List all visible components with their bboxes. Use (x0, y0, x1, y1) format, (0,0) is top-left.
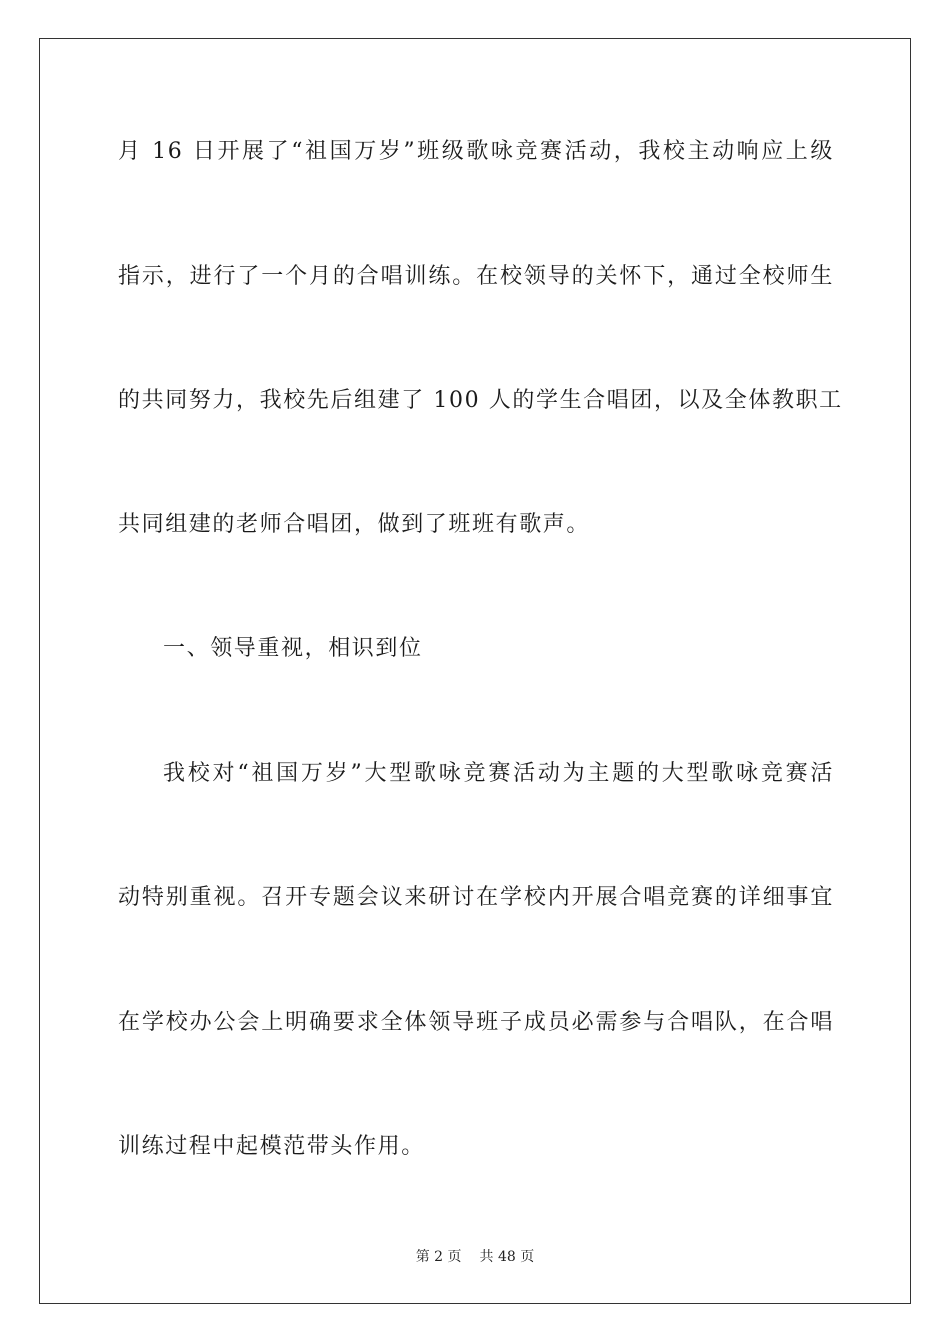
page-number: 第 2 页 (415, 1249, 462, 1265)
section-heading: 一、领导重视，相识到位 (163, 636, 423, 661)
page-border (39, 38, 911, 1304)
body-line-8: 在学校办公会上明确要求全体领导班子成员必需参与合唱队，在合唱 (118, 1010, 834, 1035)
body-line-1: 月 16 日开展了“祖国万岁”班级歌咏竞赛活动，我校主动响应上级 (118, 139, 834, 164)
body-line-7: 动特别重视。召开专题会议来研讨在学校内开展合唱竞赛的详细事宜 (118, 885, 834, 910)
body-line-2: 指示，进行了一个月的合唱训练。在校领导的关怀下，通过全校师生 (118, 264, 834, 289)
page-footer (0, 1247, 950, 1267)
body-line-3: 的共同努力，我校先后组建了 100 人的学生合唱团，以及全体教职工 (118, 388, 843, 413)
body-line-6: 我校对“祖国万岁”大型歌咏竞赛活动为主题的大型歌咏竞赛活 (163, 761, 834, 786)
body-line-9: 训练过程中起模范带头作用。 (118, 1134, 425, 1159)
body-line-4: 共同组建的老师合唱团，做到了班班有歌声。 (118, 512, 591, 537)
page-total: 共 48 页 (479, 1249, 535, 1265)
